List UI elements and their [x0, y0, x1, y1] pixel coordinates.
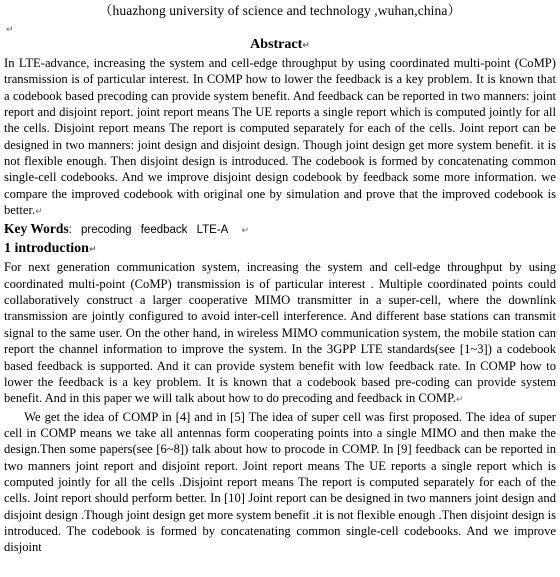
- empty-line: [4, 19, 556, 36]
- paragraph-mark-icon: ↵: [241, 226, 250, 237]
- paragraph-mark-icon: ↵: [35, 207, 43, 218]
- affiliation-text: （huazhong university of science and technology ,wuhan,china）: [98, 3, 462, 18]
- abstract-paragraph: [4, 55, 556, 220]
- keywords-value: : precoding feedback LTE-A: [68, 224, 229, 237]
- keywords-label: Key Words: [4, 221, 69, 237]
- section-heading: [4, 240, 556, 259]
- abstract-heading-text: Abstract: [250, 37, 303, 52]
- intro-paragraph-1: [4, 259, 556, 408]
- intro-paragraph-1-text: For next generation communication system, increasing the system and cell-edge throughput by using coordinated multi-point (CoMP) transmission is of particular interest . Multiple coordinated points could collaboratively construct a larger cooperative MIMO transmitter in a super-cell, where the downlink transmission are jointly configured to avoid inter-cell interference. And different base stations can transmit signal to the same user. On the other hand, in wireless MIMO communication system, the mobile station can report the channel information to improve the system. In the 3GPP LTE standards(see [1~3]) a codebook based feedback is supported. And it can provide system benefit with low feedback rate. In COMP how to lower the feedback is a key problem. It is known that a codebook based pre-coding can provide system benefit. And in this paper we will talk about how to do precoding and feedback in COMP.: [4, 260, 556, 406]
- section-heading-text: 1 introduction: [4, 241, 89, 257]
- intro-paragraph-2: [4, 409, 556, 556]
- paragraph-mark-icon: ↵: [302, 41, 310, 51]
- keywords-line: [4, 220, 556, 240]
- affiliation-line: [4, 2, 556, 19]
- intro-paragraph-2-text: We get the idea of COMP in [4] and in [5] The idea of super cell was first proposed. The idea of super cell in COMP means we take all antennas form cooperating points into a single MIMO and then make the design.Then some papers(see [6~8]) talk about how to procode in COMP. In [9] feedback can be reported in two manners joint report and disjoint report. Joint report means The UE reports a single report which is computed jointly for all the cells .Disjoint report means The report is computed separately for each of the cells. Joint report should perform better. In [10] Joint report can be designed in two manners joint design and disjoint design .Though joint design get more system benefit .it is not flexible enough .Then disjoint design is introduced. The codebook is formed by concatenating common single-cell codebooks. And we improve disjoint: [4, 409, 556, 555]
- abstract-text: In LTE-advance, increasing the system and cell-edge throughput by using coordinated multi-point (CoMP) transmission is of particular interest. In COMP how to lower the feedback is a key problem. It is known that a codebook based precoding can provide system benefit. And feedback can be reported in two manners: joint report and disjoint report. joint report means The UE reports a single report which is computed jointly for all the cells. Disjoint report means The report is computed separately for each of the cells. Joint report can be designed in two manners: joint design and disjoint design. Though joint design get more system benefit. it is not flexible enough. Then disjoint design is introduced. The codebook is formed by concatenating common single-cell codebooks. And we improve disjoint design codebook by feedback some more information. we compare the improved codebook with original one by simulation and prove that the improved codebook is better.: [4, 56, 556, 218]
- paragraph-mark-icon: ↵: [455, 395, 464, 406]
- document-page: [4, 0, 556, 556]
- paragraph-mark-icon: ↵: [6, 25, 14, 35]
- paragraph-mark-icon: ↵: [88, 245, 97, 256]
- abstract-heading: [4, 36, 556, 55]
